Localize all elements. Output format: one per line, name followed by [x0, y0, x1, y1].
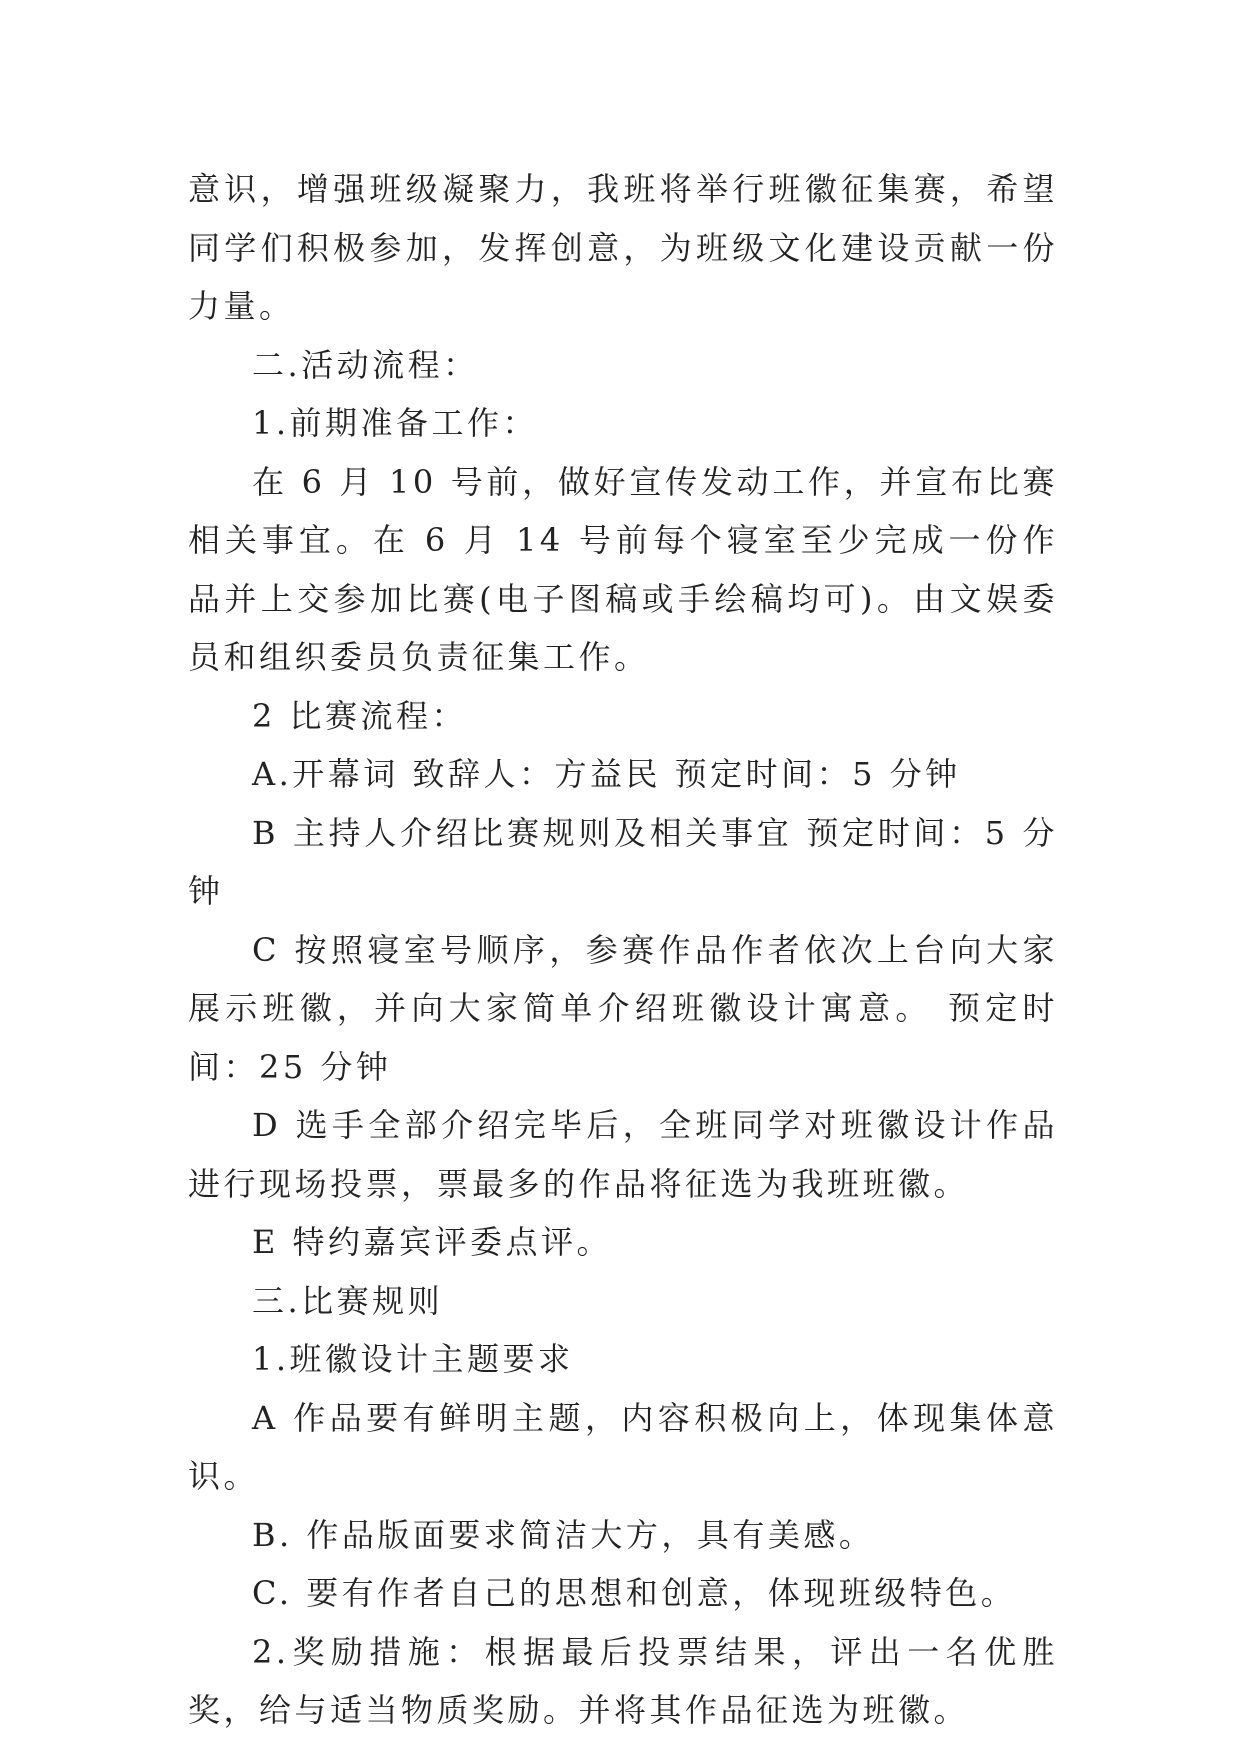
list-item-b-host: B 主持人介绍比赛规则及相关事宜 预定时间：5 分钟 — [188, 813, 1058, 910]
rule-item-a: A 作品要有鲜明主题，内容积极向上，体现集体意识。 — [188, 1398, 1058, 1495]
list-item-d-voting: D 选手全部介绍完毕后，全班同学对班徽设计作品进行现场投票，票最多的作品将征选为我班班徽。 — [188, 1106, 1058, 1203]
paragraph-preparation: 在 6 月 10 号前，做好宣传发动工作，并宣布比赛相关事宜。在 6 月 14 号前每个寝室至少完成一份作品并上交参加比赛(电子图稿或手绘稿均可)。由文娱委员和组织委员负责征集工作。 — [188, 462, 1058, 676]
document-body — [188, 160, 1058, 1740]
list-item-c-presentation: C 按照寝室号顺序，参赛作品作者依次上台向大家展示班徽，并向大家简单介绍班徽设计寓意。 预定时间：25 分钟 — [188, 930, 1058, 1086]
paragraph-intro: 意识，增强班级凝聚力，我班将举行班徽征集赛，希望同学们积极参加，发挥创意，为班级文化建设贡献一份力量。 — [188, 170, 1058, 325]
list-item-e-review: E 特约嘉宾评委点评。 — [252, 1223, 613, 1261]
subheading-competition-flow: 2 比赛流程： — [252, 696, 468, 735]
rule-item-b: B. 作品版面要求简洁大方，具有美感。 — [252, 1515, 875, 1554]
section-heading-rules: 三.比赛规则 — [252, 1281, 444, 1320]
section-heading-activity-flow: 二.活动流程： — [252, 345, 479, 384]
list-item-a-opening: A.开幕词 致辞人：方益民 预定时间：5 分钟 — [252, 755, 961, 793]
subheading-preparation: 1.前期准备工作： — [252, 404, 539, 442]
rule-item-c: C. 要有作者自己的思想和创意，体现班级特色。 — [252, 1574, 1017, 1612]
subheading-design-theme: 1.班徽设计主题要求 — [252, 1340, 574, 1378]
paragraph-rewards: 2.奖励措施：根据最后投票结果，评出一名优胜奖，给与适当物质奖励。并将其作品征选为班徽。 — [188, 1632, 1058, 1729]
